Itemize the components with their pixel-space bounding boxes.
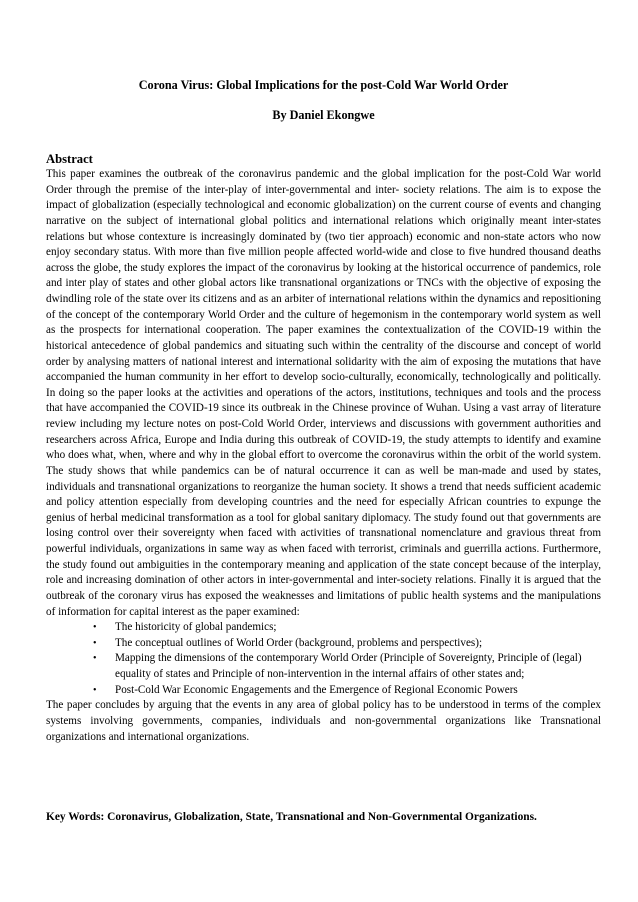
bullet-list bbox=[46, 620, 601, 698]
bullet-item bbox=[46, 636, 601, 652]
bullet-icon: • bbox=[93, 653, 97, 665]
keywords: Key Words: Coronavirus, Globalization, State, Transnational and Non-Governmental Organizations. bbox=[46, 811, 537, 823]
bullet-text: The conceptual outlines of World Order (background, problems and perspectives); bbox=[115, 636, 483, 649]
bullet-icon: • bbox=[93, 637, 97, 649]
bullet-icon: • bbox=[93, 684, 97, 696]
conclusion-paragraph: The paper concludes by arguing that the events in any area of global policy has to be understood in terms of the complex systems involving governments, companies, individuals and non-governmental organizations like Transnational organizations and international organizations. bbox=[46, 699, 601, 743]
abstract-heading: Abstract bbox=[46, 152, 93, 166]
bullet-item bbox=[46, 683, 601, 699]
paper-author: By Daniel Ekongwe bbox=[272, 108, 375, 122]
paper-title: Corona Virus: Global Implications for the post-Cold War World Order bbox=[138, 78, 509, 92]
bullet-icon: • bbox=[93, 622, 97, 634]
bullet-text: Mapping the dimensions of the contemporary World Order (Principle of Sovereignty, Principle of (legal) equality of states and Principle of non-intervention in the internal affairs of other states and; bbox=[115, 652, 582, 680]
bullet-text: Post-Cold War Economic Engagements and the Emergence of Regional Economic Powers bbox=[115, 683, 518, 696]
bullet-item bbox=[46, 651, 601, 682]
bullet-item bbox=[46, 620, 601, 636]
abstract-body bbox=[46, 167, 601, 745]
bullet-text: The historicity of global pandemics; bbox=[115, 621, 277, 634]
abstract-paragraph: This paper examines the outbreak of the coronavirus pandemic and the global implication for the post-Cold War world Order through the premise of the inter-play of inter-governmental and inter- society relations. The aim is to expose the impact of globalization (especially technological and economic globalization) on the current course of events and changing narrative on the subject of international global politics and international relations which originally meant inter-states relations but whose contexture is increasingly dominated by (two tier approach) economic and non-state actors who now enjoy secondary status. With more than five million people affected world-wide and close to five hundred thousand deaths across the globe, the study explores the impact of the coronavirus by looking at the historical occurrence of pandemics, role and inter play of states and other global actors like transnational organizations or TNCs with the objective of exposing the dwindling role of the state over its citizens and as an arbiter of international relations within the dynamics and repositioning of the concept of the contemporary World Order and the culture of hegemonism in the contemporary world system as well as the prospects for international cooperation. The paper examines the contextualization of the COVID-19 within the historical antecedence of global pandemics and situating such within the centrality of the discourse and concept of world order by analysing matters of national interest and international solidarity with the aim of exposing the mutations that have accompanied the human community in her effort to develop socio-culturally, economically, technologically and politically. In doing so the paper looks at the activities and operations of the actors, institutions, techniques and tools and the process that have accompanied the COVID-19 since its outbreak in the Chinese province of Wuhan. Using a vast array of literature review including my lecture notes on post-Cold World Order, interviews and discussions with government authorities and researchers across Africa, Europe and India during this outbreak of COVID-19, the study attempts to identify and examine who does what, when, where and why in the global effort to overcome the coronavirus within the orbit of the world system. The study shows that while pandemics can be of natural occurrence it can as well be man-made and used by states, individuals and transnational organizations to reorganize the human society. It shows a trend that needs sufficient academic and policy attention especially from developing countries and the need for especially African countries to expunge the genius of herbal medicinal transformation as a tool for global sanitary diplomacy. The study found out that governments are losing control over their sovereignty when faced with activities of transnational nomenclature and gravious threat from powerful individuals, organizations in same way as when faced with terrorist, criminals and guerrilla actions. Furthermore, the study found out ambiguities in the contemporary meaning and application of the state concept because of the interplay, role and increasing domination of other actors in inter-governmental and inter-society relations. Finally it is argued that the outbreak of the coronary virus has exposed the weaknesses and limitations of public health systems and the manipulations of information for capital interest as the paper examined: bbox=[46, 168, 601, 618]
